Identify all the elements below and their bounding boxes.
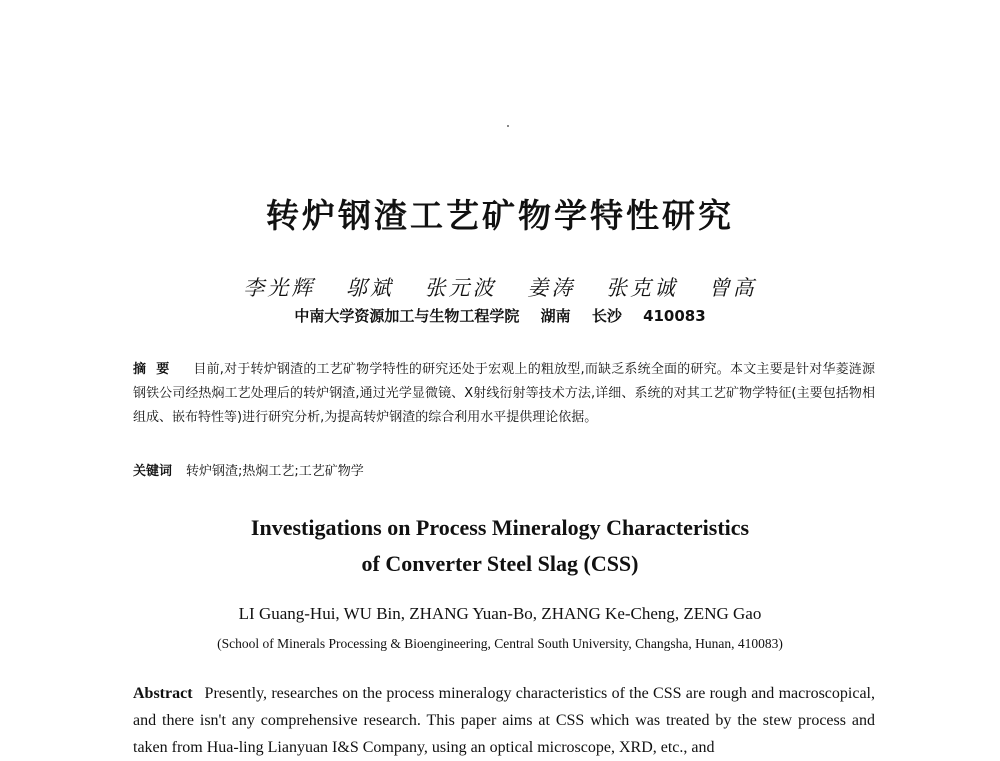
affiliation-province: 湖南 — [540, 307, 571, 325]
chinese-abstract-text: 目前,对于转炉钢渣的工艺矿物学特性的研究还处于宏观上的粗放型,而缺乏系统全面的研究。本文主要是针对华菱涟源钢铁公司经热焖工艺处理后的转炉钢渣,通过光学显微镜、X射线衍射等技术方法,详细、系统的对其工艺矿物学特征(主要包括物相组成、嵌布特性等)进行研究分析,为提高转炉钢渣的综合利用水平提供理论依据。 — [133, 362, 875, 425]
author-cn: 姜涛 — [527, 276, 576, 300]
chinese-affiliation — [0, 305, 1000, 326]
chinese-keywords-label: 关键词 — [133, 464, 173, 479]
author-cn: 张元波 — [424, 276, 497, 300]
chinese-abstract — [133, 358, 875, 430]
author-cn: 张克诚 — [606, 276, 679, 300]
english-abstract-label: Abstract — [133, 685, 193, 702]
english-title-line1: Investigations on Process Mineralogy Characteristics — [250, 515, 750, 540]
author-cn: 李光辉 — [243, 276, 316, 300]
english-affiliation: (School of Minerals Processing & Bioengineering, Central South University, Changsha, Hunan, 410083) — [217, 636, 783, 651]
author-cn: 曾高 — [708, 276, 757, 300]
affiliation-postcode: 410083 — [643, 307, 706, 325]
chinese-title: 转炉钢渣工艺矿物学特性研究 — [266, 196, 734, 235]
scan-speck — [507, 125, 509, 127]
english-abstract — [133, 680, 875, 761]
chinese-abstract-label: 摘要 — [133, 362, 180, 377]
affiliation-city: 长沙 — [591, 307, 622, 325]
english-title-line2: of Converter Steel Slag (CSS) — [361, 551, 639, 576]
affiliation-school: 中南大学资源加工与生物工程学院 — [294, 307, 520, 325]
chinese-keywords — [133, 460, 875, 484]
author-cn: 邬斌 — [345, 276, 394, 300]
english-title — [0, 510, 1000, 582]
chinese-keywords-text: 转炉钢渣;热焖工艺;工艺矿物学 — [186, 464, 364, 479]
chinese-authors — [0, 272, 1000, 302]
english-authors: LI Guang-Hui, WU Bin, ZHANG Yuan-Bo, ZHANG Ke-Cheng, ZENG Gao — [238, 604, 762, 623]
english-abstract-text: Presently, researches on the process mineralogy characteristics of the CSS are rough and macroscopical, and there isn't any comprehensive research. This paper aims at CSS which was treated by the stew process and taken from Hua-ling Lianyuan I&S Company, using an optical microscope, XRD, etc., and — [133, 685, 875, 756]
